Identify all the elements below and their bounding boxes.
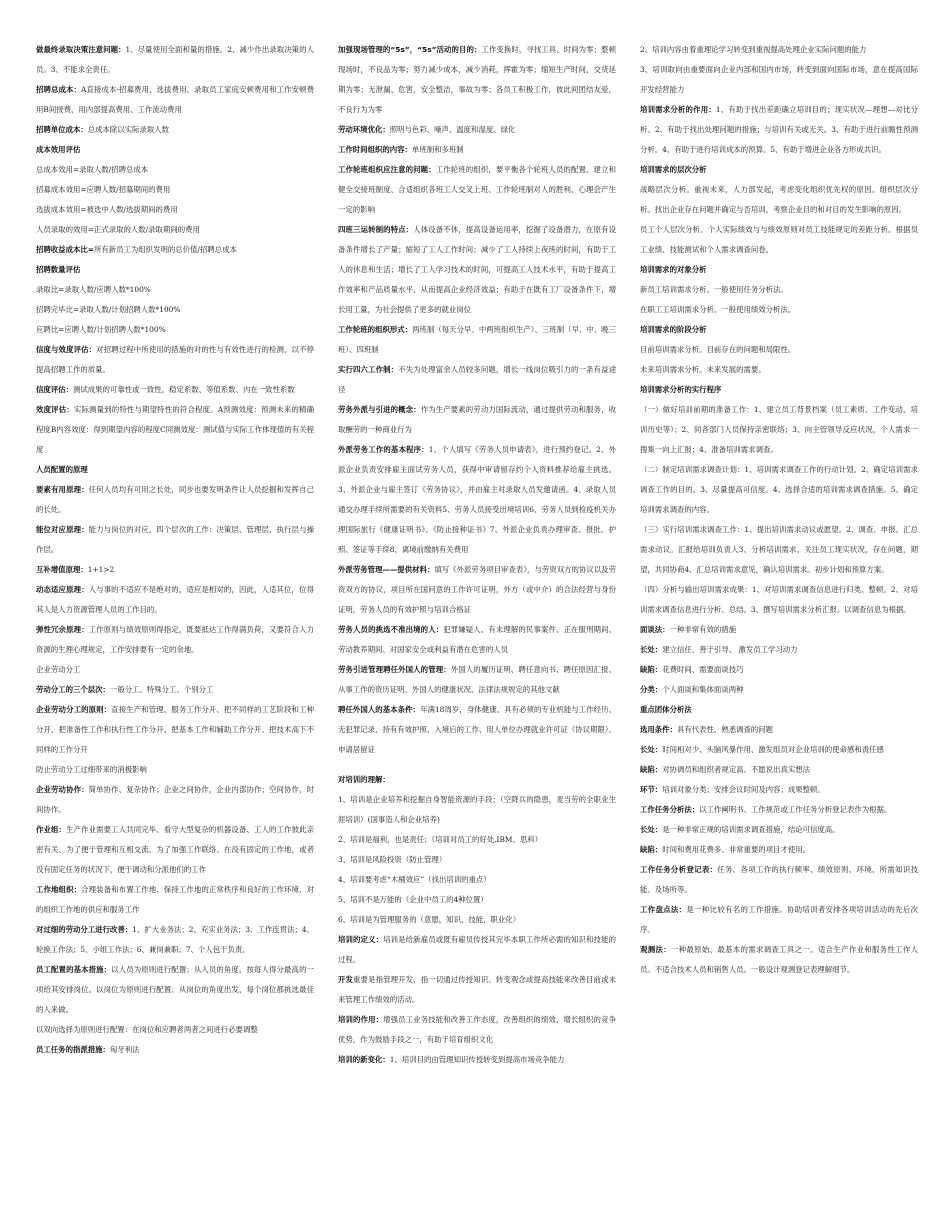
paragraph-text: 应聘比=应聘人数/计划招聘人数*100% xyxy=(36,325,166,334)
paragraph xyxy=(338,930,616,970)
paragraph xyxy=(36,280,314,300)
paragraph-text: （四）分析与输出培训需求成果：1、对培训需求调查信息进行归类、整顿。2、对培训需求调查信息进行分析、总结。3、撰写培训需求分析汇报。以调查信息为根据。 xyxy=(640,585,918,614)
paragraph-text: 1、扩大业务法；2、充实业务法；3、工作连贯法；4、轮换工作法；5、小组工作法；6、兼岗兼职；7、个人包干负责。 xyxy=(36,925,314,954)
paragraph xyxy=(640,720,918,740)
term-label: 互补增值原理： xyxy=(36,565,88,574)
paragraph-text: 在职工工培训需求分析。一般使用绩效分析法。 xyxy=(640,305,796,314)
paragraph xyxy=(36,400,314,460)
paragraph-text: 时间相对少、头脑风暴作用、激发组员对企业培训的使命感和责任感 xyxy=(662,745,884,754)
term-label: 信度与效度评估： xyxy=(36,345,97,354)
paragraph xyxy=(640,380,918,400)
paragraph-text: 工作变换时，寻找工具、时间为零；整顿现场时，不良品为零；努力减少成本，减少消耗，挥霍为零；缩短生产时间，交货延期为零；无泄漏、危害，安全整洁，事故为零；各员工积极工作，彼此间团结友爱，不良行为为零 xyxy=(338,45,616,114)
paragraph-text: 1、有助于找出差距确立培训目的；现实状况—理想—对比分析。2、有助于找出处理问题的措施；与培训有关或无关。3、有助于进行前瞻性预测分析。4、有助于进行培训成本的预算。5、有助于增进企业各方形成共识。 xyxy=(640,105,918,154)
paragraph xyxy=(36,140,314,160)
paragraph xyxy=(338,890,616,910)
paragraph-text: 3、培训取向由重要面向企业内部和国内市场，转变到面向国际市场，意在提高国际开发经营能力 xyxy=(640,65,918,94)
paragraph-text: 直接生产和管理、服务工作分开、把不同样的工艺阶段和工种分开、把准备性工作和执行性工作分开、把基本工作和辅助工作分开、把技术高下不同样的工作分开 xyxy=(36,705,314,754)
paragraph xyxy=(640,40,918,60)
paragraph-text: 增强员工业务技能和改善工作态度，改善组织的绩效，增长组织的竞争优势，作为鼓励手段之一，有助于培育组织文化 xyxy=(338,1015,616,1044)
paragraph xyxy=(640,320,918,340)
paragraph xyxy=(640,280,918,300)
term-label: 对过细的劳动分工进行改善： xyxy=(36,925,133,934)
paragraph xyxy=(36,560,314,580)
paragraph-text: 不失为处理富余人员较多问题，增长一线岗位吸引力的一条有益途径 xyxy=(338,365,616,394)
paragraph xyxy=(36,120,314,140)
term-label: 工作时间组织的内容： xyxy=(338,145,412,154)
term-label: 长处： xyxy=(640,745,663,754)
term-label: 招聘数量评估 xyxy=(36,265,81,274)
paragraph-text: 工作轮班的组织，要平衡各个轮班人员的配置、建立和健全交接班制度、合适组织各班工人交叉上班、工作轮班制对人的胜利、心理会产生一定的影响 xyxy=(338,165,616,214)
paragraph xyxy=(338,770,616,790)
paragraph-text: 未来培训需求分析。未来发展的需要。 xyxy=(640,365,766,374)
paragraph xyxy=(338,40,616,120)
paragraph-text: 单班制和多班制 xyxy=(411,145,464,154)
term-label: 培训需求的阶段分析 xyxy=(640,325,707,334)
paragraph xyxy=(338,1050,616,1070)
term-label: 培训的作用： xyxy=(338,1015,384,1024)
paragraph xyxy=(640,60,918,100)
term-label: 作业组： xyxy=(36,825,67,834)
paragraph-text: 合理装备和布置工作地、保持工作地的正常秩序和良好的工作环境、对的组织工作地的供应和服务工作 xyxy=(36,885,314,914)
paragraph-text: 工作原则与绩效原则得指定，既要抵达工作得满负荷，又要符合人力资源的生理心理规定，工作安排要有一定的余地。 xyxy=(36,625,314,654)
paragraph xyxy=(338,140,616,160)
paragraph-text: 匈牙利法 xyxy=(109,1045,140,1054)
paragraph xyxy=(640,800,918,820)
paragraph-text: 测试成果的可靠性或一致性，稳定系数、等值系数、内在一致性系数 xyxy=(72,385,295,394)
paragraph xyxy=(640,460,918,520)
paragraph xyxy=(36,240,314,260)
term-label: 弹性冗余原理： xyxy=(36,625,89,634)
paragraph-text: 照明与色彩、噪声、温度和湿度、绿化 xyxy=(389,125,516,134)
paragraph xyxy=(36,920,314,960)
term-label: 缺陷： xyxy=(640,665,663,674)
paragraph xyxy=(338,220,616,320)
paragraph xyxy=(338,790,616,830)
column-middle xyxy=(338,40,616,1230)
term-label: 招聘收益成本比= xyxy=(36,245,94,254)
paragraph-text: 简单协作、复杂协作；企业之间协作，企业内部协作；空间协作，时间协作。 xyxy=(36,785,314,814)
paragraph xyxy=(36,760,314,780)
term-label: 劳动分工的三个层次： xyxy=(36,685,110,694)
paragraph-text: 一种最原始、最基本的需求调查工具之一。适合生产作业和服务性工作人员。不适合技术人员和销售人员。一般设计观测登记表理解细节。 xyxy=(640,945,918,974)
paragraph xyxy=(640,660,918,680)
term-label: 环节： xyxy=(640,785,663,794)
paragraph xyxy=(338,560,616,620)
paragraph-text: 以双向选择为原则进行配置：在岗位和应聘者两者之间进行必要调整 xyxy=(36,1025,258,1034)
paragraph xyxy=(640,820,918,840)
term-label: 对培训的理解： xyxy=(338,775,390,784)
paragraph-text: 生产作业需要工人共同完毕、看守大型复杂的机器设备、工人的工作彼此亲密有关、为了便于管理和互相交流、为了加强工作联络、在没有固定的工作地，或者没有固定任务的状况下，便于调动和分派他们的工作 xyxy=(36,825,314,874)
term-label: 招聘单位成本： xyxy=(36,125,88,134)
paragraph xyxy=(640,300,918,320)
paragraph-text: 总成本除以实际录取人数 xyxy=(87,125,170,134)
term-label: 缺陷： xyxy=(640,845,663,854)
paragraph-text: 员工个人层次分析。个人实际绩效与与绩效原则对员工技能规定的差距分析。根据员工业绩、技能测试和个人需求调查问卷。 xyxy=(640,225,918,254)
term-label: 培训需求分析的作用： xyxy=(640,105,716,114)
paragraph-text: 人体设备不休，提高设备运用率，挖掘了设备潜力，在原有设备条件增长了产量；缩短了工人工作时间；减少了工人持续上夜班的时间，有助于工人的休息和生活；增长了工人学习技术的时间，可提高工人技术水平，有助于提高工作效率和产品质量水平，从而提高企业经济效益；有助于在既有工厂设备条件下，增长用工量，为社会提供了更多的就业岗位 xyxy=(338,225,616,314)
term-label: 实行四六工作制： xyxy=(338,365,399,374)
paragraph xyxy=(36,220,314,240)
term-label: 劳务外派与引进的概念： xyxy=(338,405,421,414)
paragraph-text: 招募成本效用=应聘人数/招募期间的费用 xyxy=(36,185,171,194)
paragraph xyxy=(640,900,918,940)
term-label: 能位对应原理： xyxy=(36,525,89,534)
paragraph-text: 任务、各项工作的执行频率、绩效原则、环境、所需知识技能、及场所等。 xyxy=(640,865,918,894)
term-label: 效度评估： xyxy=(36,405,74,414)
paragraph xyxy=(338,910,616,930)
paragraph xyxy=(640,700,918,720)
paragraph-text: 录取比=录取人数/应聘人数*100% xyxy=(36,285,151,294)
paragraph-text: 年满18周岁，身体健康、具有必须的专业机能与工作经历、无犯罪记录、持有有效护照、入境后的工作、用人单位办理就业许可证（协议期限）、申请居留证 xyxy=(338,705,616,754)
paragraph-text: 个人面谈和集体面谈两种 xyxy=(662,685,744,694)
paragraph xyxy=(338,660,616,700)
paragraph xyxy=(36,380,314,400)
paragraph-text: 外国人的履历证明、聘任意向书、聘任原因汇报、从事工作的资历证明、外国人的健康状况、法律法规规定的其他文献 xyxy=(338,665,616,694)
paragraph-text: 能力与岗位的对应。四个层次的工作：决策层、管理层、执行层与操作层。 xyxy=(36,525,314,554)
term-label: 培训需求的对象分析 xyxy=(640,265,707,274)
column-left xyxy=(36,40,314,1230)
paragraph xyxy=(338,970,616,1010)
paragraph-text: 任何人员均有可用之长处，同步也要发明条件让人员挖掘和发挥自己的长处。 xyxy=(36,485,314,514)
paragraph xyxy=(36,180,314,200)
term-label: 外派劳务管理——提供材料： xyxy=(338,565,435,574)
term-label: 培训需求分析的实行程序 xyxy=(640,385,722,394)
paragraph xyxy=(640,940,918,980)
term-label: 工作盘点法： xyxy=(640,905,687,914)
term-label: 信度评估： xyxy=(36,385,73,394)
paragraph xyxy=(36,1020,314,1040)
paragraph-text: 招聘完毕比=录取人数/计划招聘人数*100% xyxy=(36,305,181,314)
term-label: 分类： xyxy=(640,685,663,694)
paragraph xyxy=(640,780,918,800)
paragraph-text: 2、培训内容由着重理论学习转变到重视提高处理企业实际问题的能力 xyxy=(640,45,867,54)
paragraph xyxy=(338,360,616,400)
paragraph xyxy=(640,260,918,280)
paragraph-text: 重要是指管理开发，指一切通过传授知识、转变观念或提高技能来改善目前或未来管理工作绩效的活动。 xyxy=(338,975,616,1004)
paragraph xyxy=(36,40,314,80)
paragraph xyxy=(338,160,616,220)
term-label: 外派劳务工作的基本程序： xyxy=(338,445,429,454)
paragraph xyxy=(36,680,314,700)
paragraph-text: 人与事的不适应不是绝对的，适应是相对的，因此，人适其位，位得其人是人力资源管理人员的工作目的。 xyxy=(36,585,314,614)
paragraph xyxy=(640,680,918,700)
paragraph-text: （一）做好培训前期的准备工作：1、建立员工背景档案（员工素质、工作变动、培训历史等）；2、同各部门人员保持亲密联络；3、向主管领导反应状况，个人需求一搜集一向上汇报；4、准备培训需求调查。 xyxy=(640,405,918,454)
term-label: 观测法： xyxy=(640,945,671,954)
term-label: 聘任外国人的基本条件： xyxy=(338,705,421,714)
paragraph xyxy=(36,320,314,340)
paragraph-text: 6、培训是为管理服务的（意愿，知识，技能，职业化） xyxy=(338,915,521,924)
paragraph-text: 防止劳动分工过细带来的消极影响 xyxy=(36,765,147,774)
paragraph xyxy=(640,180,918,220)
paragraph-text: 以人员为原则进行配置；从人员的角度，按每人得分最高的一项给其安排岗位。以岗位为原则进行配置；从岗位的角度出发，每个岗位都挑选最佳的人来做。 xyxy=(36,965,314,1014)
paragraph xyxy=(36,300,314,320)
paragraph-text: 1、培训是企业培养和挖掘自身智能资源的手段；（空降兵的隐患，麦当劳的全职业生涯培训）(国事造人和企业培养) xyxy=(338,795,616,824)
paragraph-text: 5、培训不是万能的（企业中员工的4种位置） xyxy=(338,895,488,904)
paragraph-text: 1、培训目的由管理知识传授转变到提高市场竞争能力 xyxy=(389,1055,565,1064)
paragraph xyxy=(640,340,918,360)
paragraph-text: 培训对象分类；安排会议时间及内容；成果整顿。 xyxy=(662,785,825,794)
term-label: 成本效用评估 xyxy=(36,145,81,154)
paragraph xyxy=(338,830,616,850)
paragraph-text: 实际测量到的特性与期望特性的符合程度。A预测效度：预测未来的精确程度B内容效度：得到期望内容的程度C同测效度：测试值与实际工作体现值的有关程度 xyxy=(36,405,314,454)
paragraph xyxy=(36,620,314,660)
term-label: 选用条件： xyxy=(640,725,677,734)
paragraph-text: 选拔成本效用=被选中人数/选拔期间的费用 xyxy=(36,205,178,214)
term-label: 劳务引进管理聘任外国人的管理： xyxy=(338,665,451,674)
term-label: 开发 xyxy=(338,975,354,984)
paragraph xyxy=(338,620,616,660)
paragraph xyxy=(36,460,314,480)
term-label: 做最终录取决策注意问题： xyxy=(36,45,126,54)
term-label: 招聘总成本： xyxy=(36,85,82,94)
term-label: 员工配置的基本措施： xyxy=(36,965,112,974)
paragraph xyxy=(640,100,918,160)
paragraph xyxy=(640,520,918,580)
term-label: 要素有用原理： xyxy=(36,485,89,494)
paragraph-text: 目前培训需求分析。目前存在的问题和局限性。 xyxy=(640,345,796,354)
paragraph xyxy=(640,640,918,660)
paragraph xyxy=(640,760,918,780)
paragraph-text: 企业劳动分工 xyxy=(36,665,81,674)
term-label: 动态适应原理： xyxy=(36,585,89,594)
term-label: 企业劳动分工的原则： xyxy=(36,705,112,714)
paragraph-text: 所有新员工为组织发明的总价值/招聘总成本 xyxy=(93,245,237,254)
paragraph-text: 对协调员和组织者规定高、不愿说出真实想法 xyxy=(662,765,811,774)
paragraph xyxy=(36,340,314,380)
paragraph-text: 是一种比较有名的工作措施。协助培训者安排各项培训活动的先后次序。 xyxy=(640,905,918,934)
term-label: 面谈法： xyxy=(640,625,670,634)
paragraph xyxy=(640,220,918,260)
paragraph-text: 3、培训是风险投资（防止管理） xyxy=(338,855,447,864)
paragraph xyxy=(36,480,314,520)
term-label: 工作轮班的组织形式： xyxy=(338,325,413,334)
paragraph-text: 战略层次分析。重视未来，人力部发起，考虑变化组织优先权的原因。组织层次分析。找出企业存在问题并确定与否培训，考察企业目的和对目的发生影响的原因。 xyxy=(640,185,918,214)
term-label: 工作地组织： xyxy=(36,885,82,894)
paragraph xyxy=(640,360,918,380)
paragraph-text: 犯罪嫌疑人、有未理解的民事案件、正在服刑期间、劳动教养期间、对国家安全或利益有潜在危害的人员 xyxy=(338,625,616,654)
term-label: 员工任务的指派措施： xyxy=(36,1045,110,1054)
paragraph-text: （二）制定培训需求调查计划：1、培训需求调查工作的行动计划。2、确定培训需求调查工作的目的。3、尽量提高可信度。4、选择合适的培训需求调查措施。5、确定培训需求调查的内容。 xyxy=(640,465,918,514)
term-label: 工作任务分析登记表： xyxy=(640,865,718,874)
term-label: 缺陷： xyxy=(640,765,663,774)
paragraph-text: 是一种非常正规的培训需求调查措施，结论可信度高。 xyxy=(662,825,840,834)
paragraph xyxy=(36,780,314,820)
paragraph-text: 具有代表性、熟悉调查的问题 xyxy=(676,725,774,734)
paragraph-text: 一般分工、特殊分工、个别分工 xyxy=(109,685,214,694)
paragraph-text: 2、培训是福利，也是责任；（培训对员工的好处,IBM、思科） xyxy=(338,835,543,844)
term-label: 人员配置的原理 xyxy=(36,465,88,474)
term-label: 培训的定义： xyxy=(338,935,384,944)
paragraph-text: 总成本效用=录取人数/招聘总成本 xyxy=(36,165,149,174)
paragraph-text: 建立信任、善于引导、 激发员工学习动力 xyxy=(662,645,798,654)
paragraph xyxy=(36,820,314,880)
paragraph xyxy=(640,860,918,900)
paragraph xyxy=(338,320,616,360)
paragraph xyxy=(36,200,314,220)
paragraph-text: 时间和费用花费多、非常重要的项目才使用。 xyxy=(662,845,811,854)
term-label: 工作任务分析法： xyxy=(640,805,700,814)
term-label: 培训的新变化： xyxy=(338,1055,390,1064)
paragraph xyxy=(338,1010,616,1050)
paragraph-text: 1、个人填写《劳务人员申请表》，进行预约登记。2、外派企业负责安排雇主面试劳务人员，获得中审请留存约个人资料推荐给雇主挑选。3、外派企业与雇主签订《劳务协议》，并由雇主对录取人员发邀请函。4、录取人员通交办理手续所需要的有关资料5、劳务人员接受出境培训6、劳务人员到检疫机关办理国际旅行《健康证明书》、《防止接种证书》7、外派企业负责办理审查、报批、护照、签证等手续8、离境前缴纳有关费用 xyxy=(338,445,616,554)
paragraph xyxy=(338,700,616,760)
term-label: 培训需求的层次分析 xyxy=(640,165,707,174)
paragraph-text: 人员录取的效用=正式录取的人数/录取期间的费用 xyxy=(36,225,200,234)
paragraph xyxy=(640,840,918,860)
term-label: 加强现场管理的“5s”，“5s”活动的目的： xyxy=(338,45,482,54)
term-label: 劳务人员的挑选不准出境的人： xyxy=(338,625,444,634)
paragraph xyxy=(338,120,616,140)
term-label: 长处： xyxy=(640,825,663,834)
paragraph-text: 以工作阐明书、工作规范或工作任务分析登记表作为根据。 xyxy=(699,805,892,814)
paragraph-text: 4、培训要考虑“木桶效应”（找出培训的重点） xyxy=(338,875,491,884)
paragraph-text: 一种非常有效的措施 xyxy=(669,625,737,634)
paragraph-text: 培训是给新雇员或既有雇员传授其完毕本职工作所必需的知识和技能的过程。 xyxy=(338,935,616,964)
paragraph xyxy=(338,440,616,560)
column-right xyxy=(640,40,918,1230)
term-label: 四班三运转制的特点： xyxy=(338,225,414,234)
paragraph-text: 1、尽量使用全面和量的措施。2、减少作出录取决策的人员。3、不能求全责任。 xyxy=(36,45,314,74)
paragraph-text: A直接成本-招募费用、选拔费用、录取员工家庭安顿费用和工作安顿费用B间接费，用内部提高费用、工作流动费用 xyxy=(36,85,314,114)
paragraph xyxy=(640,740,918,760)
paragraph-text: 作为生产要素的劳动力国际流动，通过提供劳动和服务，收取酬劳的一种商业行为 xyxy=(338,405,616,434)
term-label: 工作轮班组织应注意的问题： xyxy=(338,165,436,174)
paragraph xyxy=(338,400,616,440)
paragraph-text: 新员工培训需求分析。一般使用任务分析法。 xyxy=(640,285,788,294)
paragraph xyxy=(36,580,314,620)
paragraph xyxy=(36,880,314,920)
paragraph xyxy=(36,520,314,560)
paragraph-text: 填写《外派劳务项目审查表》，与劳资双方的协议以及劳资双方的协议，项目所在国问意的工作许可证明，外方（或中介）的合法经营与身份证明，劳务人员的有效护照与培训合格证 xyxy=(338,565,616,614)
paragraph xyxy=(36,80,314,120)
paragraph-text: 两班制（每天分早、中两班组织生产）、三班制（早、中、晚三班）、四班制 xyxy=(338,325,616,354)
paragraph xyxy=(640,160,918,180)
term-label: 劳动环境优化： xyxy=(338,125,390,134)
paragraph-text: 1+1>2 xyxy=(87,565,115,574)
paragraph xyxy=(36,160,314,180)
paragraph-text: （三）实行培训需求调查工作：1、提出培训需求动议或愿望。2、调查、申报、汇总需求动议。汇报给培训负责人3、分析培训需求。关注员工现实状况，存在问题，期望，共同协商4、汇总培训需求意见，确认培训需求。初步计划和预算方案。 xyxy=(640,525,918,574)
paragraph xyxy=(36,660,314,680)
paragraph xyxy=(338,870,616,890)
term-label: 重点团体分析法 xyxy=(640,705,692,714)
paragraph xyxy=(338,850,616,870)
paragraph-text: 花费时间、需要面谈技巧 xyxy=(662,665,744,674)
paragraph xyxy=(640,620,918,640)
paragraph xyxy=(640,400,918,460)
paragraph xyxy=(36,960,314,1020)
term-label: 企业劳动协作： xyxy=(36,785,89,794)
paragraph xyxy=(36,700,314,760)
paragraph xyxy=(640,580,918,620)
paragraph xyxy=(36,1040,314,1060)
term-label: 长处： xyxy=(640,645,663,654)
paragraph-text: 对招聘过程中所使用的措施的对的性与有效性进行的检测，以不停提高招聘工作的质量。 xyxy=(36,345,314,374)
paragraph xyxy=(36,260,314,280)
